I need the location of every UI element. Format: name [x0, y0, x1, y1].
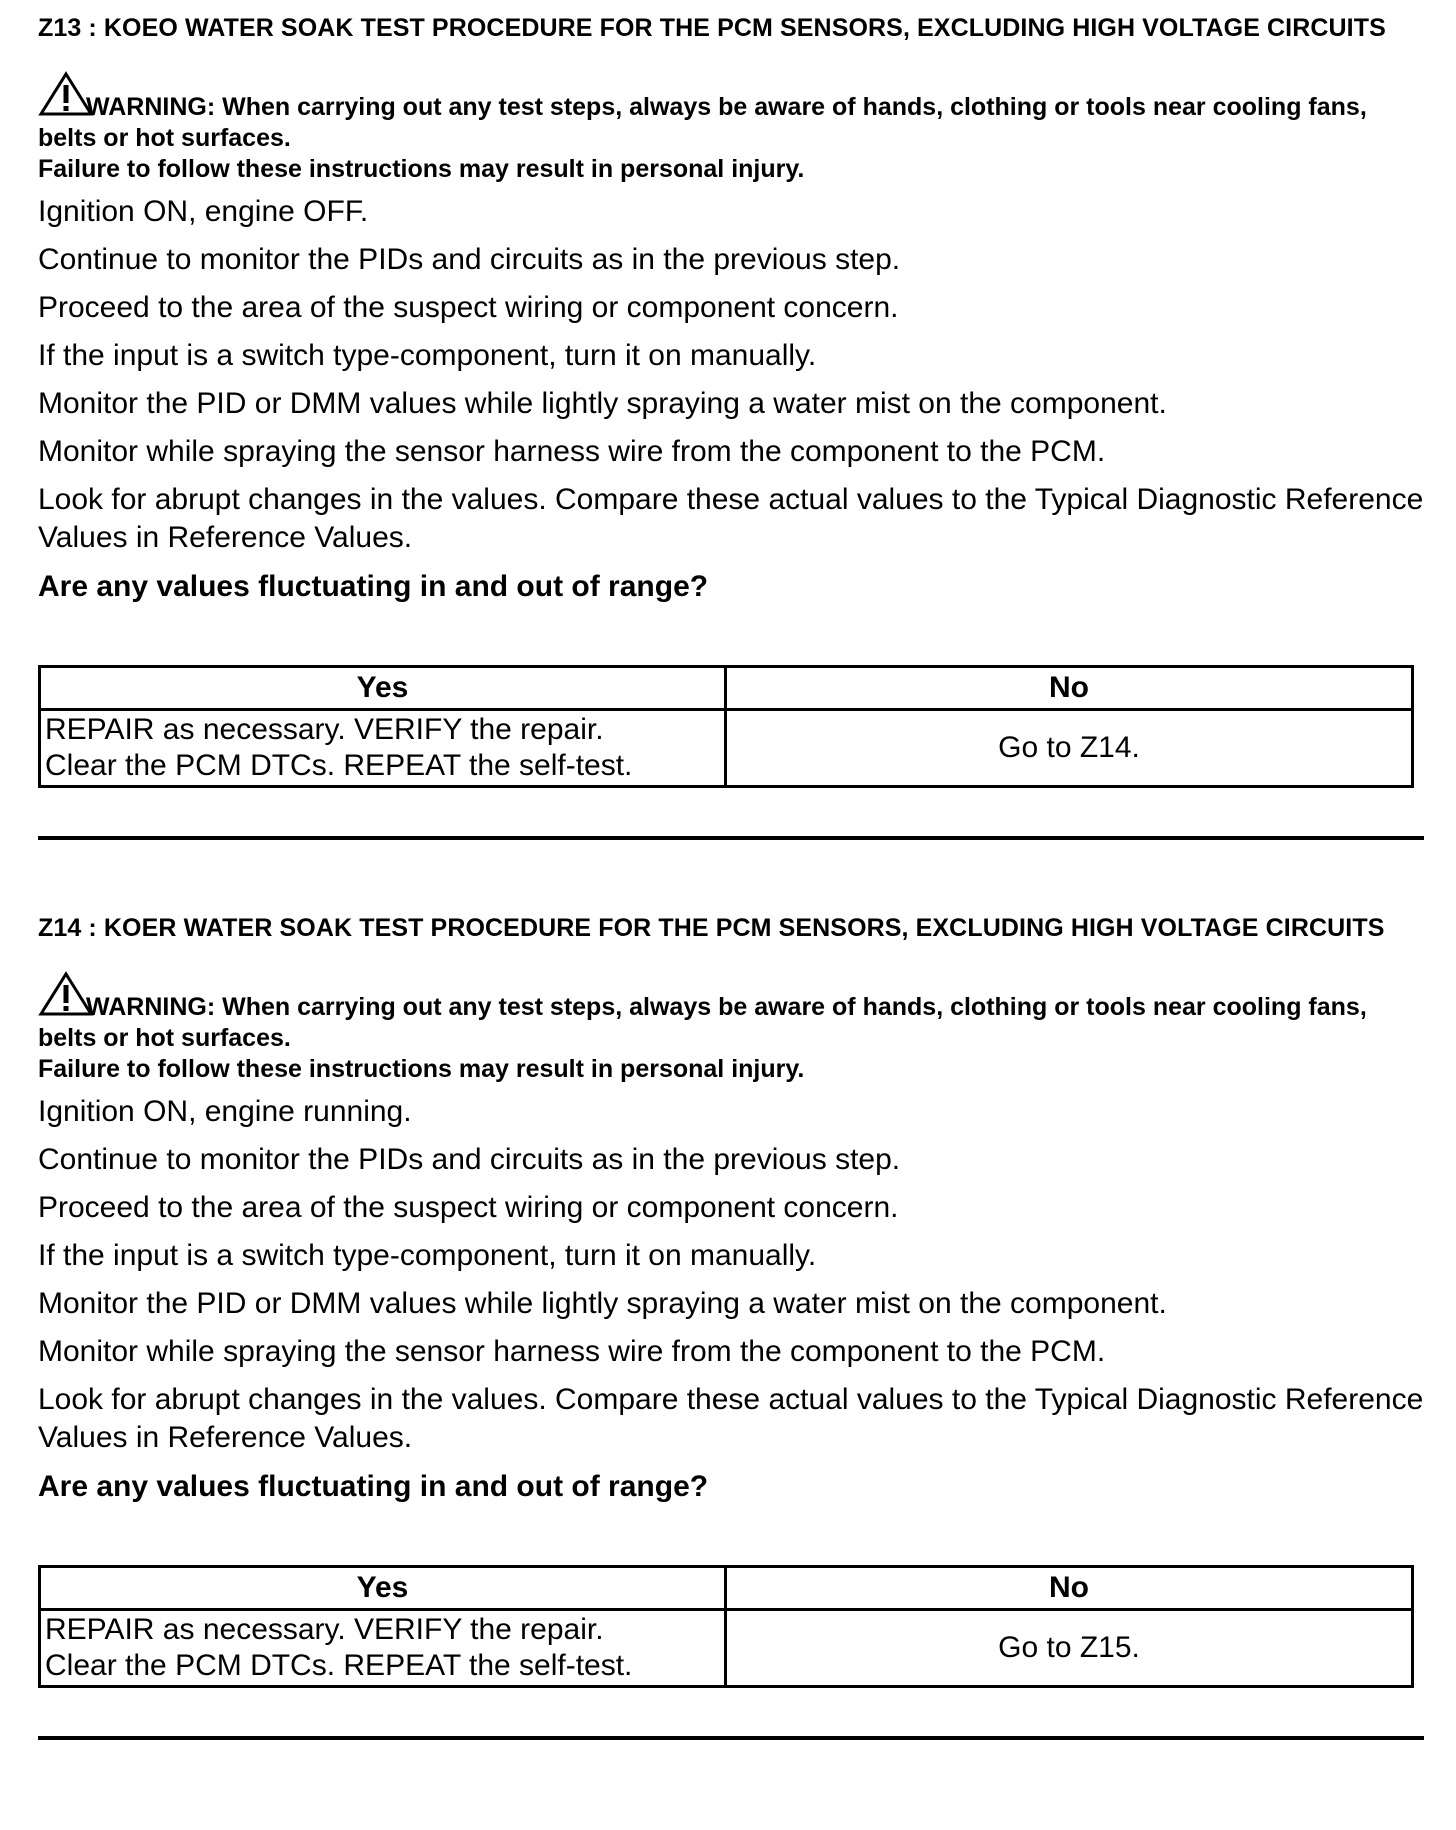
- step-item: Proceed to the area of the suspect wiring or component concern.: [38, 1191, 899, 1224]
- yes-action-line: Clear the PCM DTCs. REPEAT the self-test.: [45, 749, 633, 782]
- decision-question: Are any values fluctuating in and out of range?: [38, 1470, 709, 1503]
- step-item: If the input is a switch type-component, turn it on manually.: [38, 339, 817, 372]
- section-divider: [38, 1736, 1424, 1740]
- step-item: Monitor the PID or DMM values while lightly spraying a water mist on the component.: [38, 1287, 1167, 1320]
- no-header: No: [726, 667, 1413, 710]
- no-header: No: [726, 1567, 1413, 1610]
- table-header-row: [40, 1567, 1413, 1610]
- table-header-row: [40, 667, 1413, 710]
- section-divider: [38, 836, 1424, 840]
- step-item: If the input is a switch type-component, turn it on manually.: [38, 1239, 817, 1272]
- no-cell: Go to Z14.: [726, 710, 1413, 787]
- section-z13: [38, 0, 1426, 840]
- step-item: Monitor while spraying the sensor harness wire from the component to the PCM.: [38, 435, 1106, 468]
- warning-text: WARNING: When carrying out any test steps, always be aware of hands, clothing or tools near cooling fans, belts or hot surfaces.: [38, 971, 1426, 1054]
- document-page: [38, 0, 1426, 1740]
- section-z14: [38, 900, 1426, 1740]
- step-item: Ignition ON, engine OFF.: [38, 195, 369, 228]
- step-item: Continue to monitor the PIDs and circuits as in the previous step.: [38, 243, 901, 276]
- yes-action-line: REPAIR as necessary. VERIFY the repair.: [45, 1613, 604, 1646]
- yes-action-line: Clear the PCM DTCs. REPEAT the self-test.: [45, 1649, 633, 1682]
- warning-text: WARNING: When carrying out any test steps, always be aware of hands, clothing or tools near cooling fans, belts or hot surfaces.: [38, 71, 1426, 154]
- yes-header: Yes: [40, 667, 726, 710]
- step-list: [38, 1093, 1426, 1457]
- yes-action-line: REPAIR as necessary. VERIFY the repair.: [45, 713, 604, 746]
- step-list: [38, 193, 1426, 557]
- step-item: Look for abrupt changes in the values. Compare these actual values to the Typical Diagnostic Reference Values in Reference Values.: [38, 1383, 1424, 1454]
- decision-question: Are any values fluctuating in and out of range?: [38, 570, 709, 603]
- step-item: Look for abrupt changes in the values. Compare these actual values to the Typical Diagnostic Reference Values in Reference Values.: [38, 483, 1424, 554]
- step-item: Proceed to the area of the suspect wiring or component concern.: [38, 291, 899, 324]
- yes-header: Yes: [40, 1567, 726, 1610]
- section-title: Z13 : KOEO WATER SOAK TEST PROCEDURE FOR THE PCM SENSORS, EXCLUDING HIGH VOLTAGE CIRCUITS: [38, 14, 1386, 42]
- decision-table: [38, 1565, 1414, 1688]
- warning-consequence: Failure to follow these instructions may result in personal injury.: [38, 155, 805, 183]
- decision-table: [38, 665, 1414, 788]
- warning-block: [38, 71, 1426, 185]
- step-item: Monitor the PID or DMM values while lightly spraying a water mist on the component.: [38, 387, 1167, 420]
- warning-consequence: Failure to follow these instructions may result in personal injury.: [38, 1055, 805, 1083]
- warning-block: [38, 971, 1426, 1085]
- yes-cell: [40, 1610, 726, 1687]
- section-title: Z14 : KOER WATER SOAK TEST PROCEDURE FOR THE PCM SENSORS, EXCLUDING HIGH VOLTAGE CIRCUITS: [38, 914, 1385, 942]
- table-row: [40, 1610, 1413, 1687]
- yes-cell: [40, 710, 726, 787]
- step-item: Monitor while spraying the sensor harness wire from the component to the PCM.: [38, 1335, 1106, 1368]
- no-cell: Go to Z15.: [726, 1610, 1413, 1687]
- table-row: [40, 710, 1413, 787]
- step-item: Continue to monitor the PIDs and circuits as in the previous step.: [38, 1143, 901, 1176]
- step-item: Ignition ON, engine running.: [38, 1095, 412, 1128]
